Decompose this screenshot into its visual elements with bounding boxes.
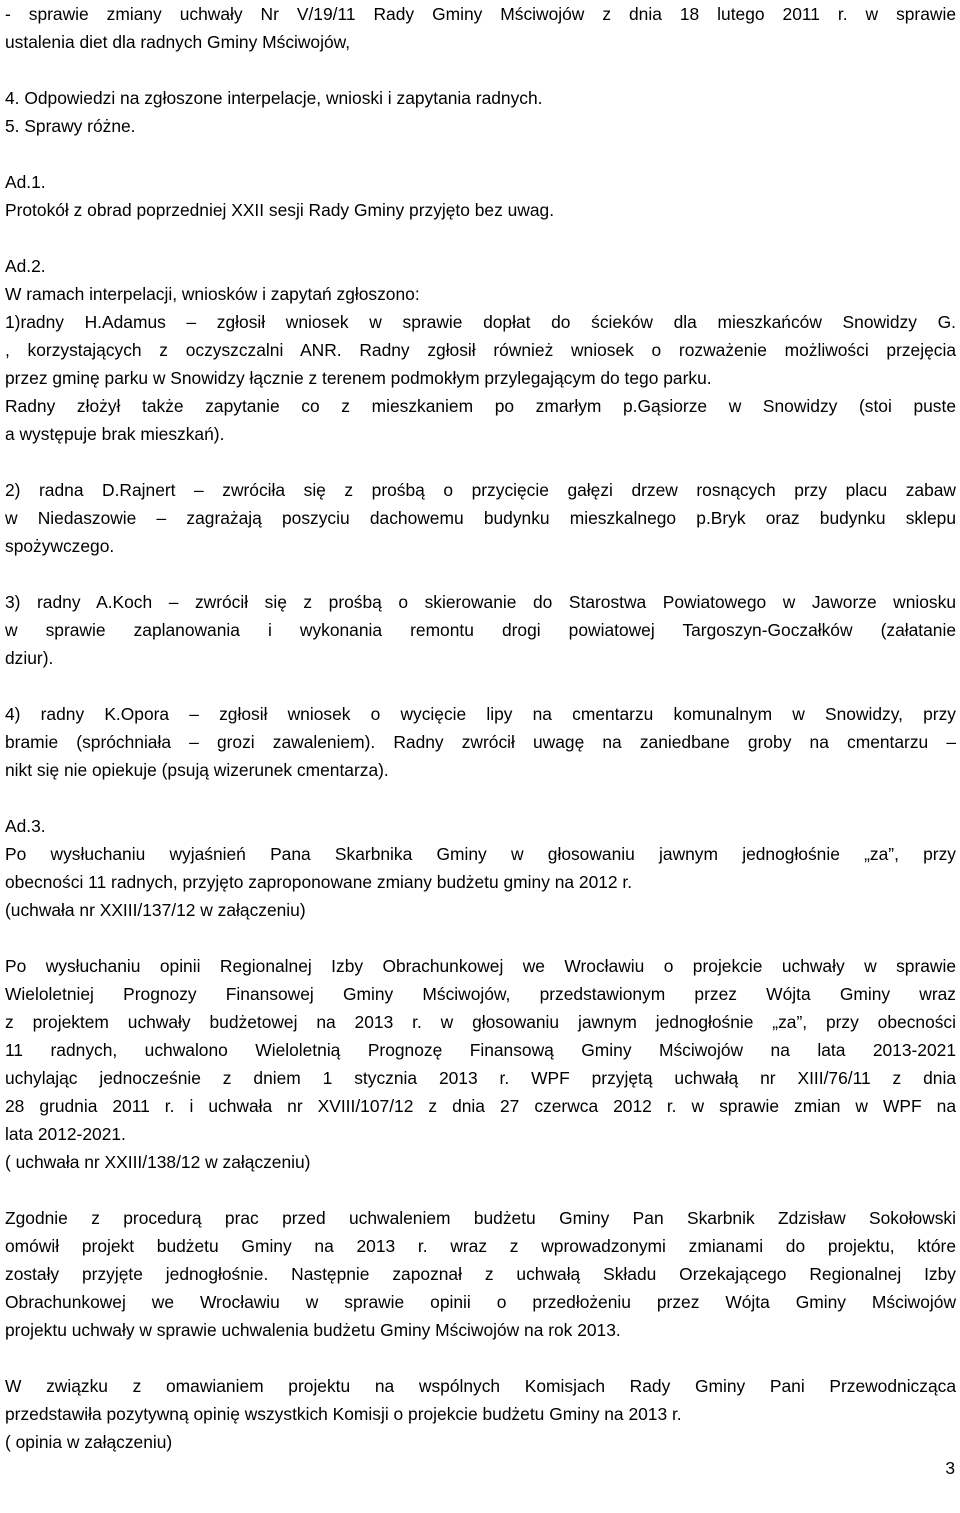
text-line: 4) radny K.Opora – zgłosił wniosek o wycięcie lipy na cmentarzu komunalnym w Snowidzy, przy	[5, 704, 956, 724]
paragraph	[5, 812, 956, 924]
text-line: (uchwała nr XXIII/137/12 w załączeniu)	[5, 900, 306, 920]
text-line: Po wysłuchaniu opinii Regionalnej Izby Obrachunkowej we Wrocławiu o projekcie uchwały w sprawie	[5, 956, 956, 976]
text-line: Protokół z obrad poprzedniej XXII sesji Rady Gminy przyjęto bez uwag.	[5, 200, 555, 220]
page-number: 3	[945, 1458, 955, 1478]
text-line: Radny złożył także zapytanie co z mieszkaniem po zmarłym p.Gąsiorze w Snowidzy (stoi puste	[5, 396, 956, 416]
text-line: 2) radna D.Rajnert – zwróciła się z prośbą o przycięcie gałęzi drzew rosnących przy placu zabaw	[5, 480, 956, 500]
text-line: bramie (spróchniała – grozi zawaleniem). Radny zwrócił uwagę na zaniedbane groby na cmentarzu –	[5, 732, 956, 752]
paragraph-gap	[5, 140, 956, 168]
paragraph-gap	[5, 1344, 956, 1372]
text-line: w sprawie zaplanowania i wykonania remontu drogi powiatowej Targoszyn-Goczałków (załatanie	[5, 620, 956, 640]
text-line: 3) radny A.Koch – zwrócił się z prośbą o skierowanie do Starostwa Powiatowego w Jaworze wniosku	[5, 592, 956, 612]
text-line: obecności 11 radnych, przyjęto zaproponowane zmiany budżetu gminy na 2012 r.	[5, 872, 633, 892]
text-line: 1)radny H.Adamus – zgłosił wniosek w sprawie dopłat do ścieków dla mieszkańców Snowidzy G.	[5, 312, 956, 332]
text-line: Obrachunkowej we Wrocławiu w sprawie opinii o przedłożeniu przez Wójta Gminy Mściwojów	[5, 1292, 956, 1312]
text-line: a występuje brak mieszkań).	[5, 424, 225, 444]
paragraph	[5, 952, 956, 1176]
paragraph-gap	[5, 784, 956, 812]
paragraph-gap	[5, 560, 956, 588]
text-line: Ad.2.	[5, 256, 46, 276]
text-line: 4. Odpowiedzi na zgłoszone interpelacje, wnioski i zapytania radnych.	[5, 88, 543, 108]
paragraph	[5, 700, 956, 784]
text-line: 28 grudnia 2011 r. i uchwała nr XVIII/107/12 z dnia 27 czerwca 2012 r. w sprawie zmian w WPF na	[5, 1096, 956, 1116]
paragraph-gap	[5, 56, 956, 84]
text-line: projektu uchwały w sprawie uchwalenia budżetu Gminy Mściwojów na rok 2013.	[5, 1320, 621, 1340]
text-line: zostały przyjęte jednogłośnie. Następnie zapoznał z uchwałą Składu Orzekającego Regionalnej Izby	[5, 1264, 956, 1284]
paragraph-gap	[5, 1176, 956, 1204]
paragraph	[5, 84, 956, 140]
text-line: W ramach interpelacji, wniosków i zapytań zgłoszono:	[5, 284, 420, 304]
text-line: przez gminę parku w Snowidzy łącznie z terenem podmokłym przylegającym do tego parku.	[5, 368, 712, 388]
text-line: W związku z omawianiem projektu na wspólnych Komisjach Rady Gminy Pani Przewodnicząca	[5, 1376, 956, 1396]
text-line: dziur).	[5, 648, 54, 668]
paragraph	[5, 476, 956, 560]
text-line: 11 radnych, uchwalono Wieloletnią Prognozę Finansową Gminy Mściwojów na lata 2013-2021	[5, 1040, 956, 1060]
text-line: ( opinia w załączeniu)	[5, 1432, 173, 1452]
text-line: Po wysłuchaniu wyjaśnień Pana Skarbnika Gminy w głosowaniu jawnym jednogłośnie „za”, przy	[5, 844, 956, 864]
text-line: Wieloletniej Prognozy Finansowej Gminy Mściwojów, przedstawionym przez Wójta Gminy wraz	[5, 984, 956, 1004]
text-line: lata 2012-2021.	[5, 1124, 126, 1144]
paragraph	[5, 1372, 956, 1456]
paragraph-gap	[5, 672, 956, 700]
document-page	[5, 0, 956, 1456]
paragraph	[5, 168, 956, 224]
text-line: spożywczego.	[5, 536, 115, 556]
text-line: Zgodnie z procedurą prac przed uchwaleniem budżetu Gminy Pan Skarbnik Zdzisław Sokołowski	[5, 1208, 956, 1228]
text-line: Ad.1.	[5, 172, 46, 192]
paragraph-gap	[5, 448, 956, 476]
text-line: - sprawie zmiany uchwały Nr V/19/11 Rady Gminy Mściwojów z dnia 18 lutego 2011 r. w sprawie	[5, 4, 956, 24]
text-line: ( uchwała nr XXIII/138/12 w załączeniu)	[5, 1152, 311, 1172]
paragraph-gap	[5, 924, 956, 952]
text-line: , korzystających z oczyszczalni ANR. Radny zgłosił również wniosek o rozważenie możliwości przejęcia	[5, 340, 956, 360]
text-line: z projektem uchwały budżetowej na 2013 r. w głosowaniu jawnym jednogłośnie „za”, przy obecności	[5, 1012, 956, 1032]
text-line: 5. Sprawy różne.	[5, 116, 136, 136]
paragraph	[5, 1204, 956, 1344]
text-line: nikt się nie opiekuje (psują wizerunek cmentarza).	[5, 760, 389, 780]
paragraph	[5, 0, 956, 56]
paragraph	[5, 252, 956, 448]
text-line: przedstawiła pozytywną opinię wszystkich Komisji o projekcie budżetu Gminy na 2013 r.	[5, 1404, 682, 1424]
paragraph-gap	[5, 224, 956, 252]
text-line: Ad.3.	[5, 816, 46, 836]
text-line: omówił projekt budżetu Gminy na 2013 r. wraz z wprowadzonymi zmianami do projektu, które	[5, 1236, 956, 1256]
text-line: uchylając jednocześnie z dniem 1 stycznia 2013 r. WPF przyjętą uchwałą nr XIII/76/11 z dnia	[5, 1068, 956, 1088]
text-line: ustalenia diet dla radnych Gminy Mściwojów,	[5, 32, 351, 52]
paragraph	[5, 588, 956, 672]
text-line: w Niedaszowie – zagrażają poszyciu dachowemu budynku mieszkalnego p.Bryk oraz budynku sklepu	[5, 508, 956, 528]
